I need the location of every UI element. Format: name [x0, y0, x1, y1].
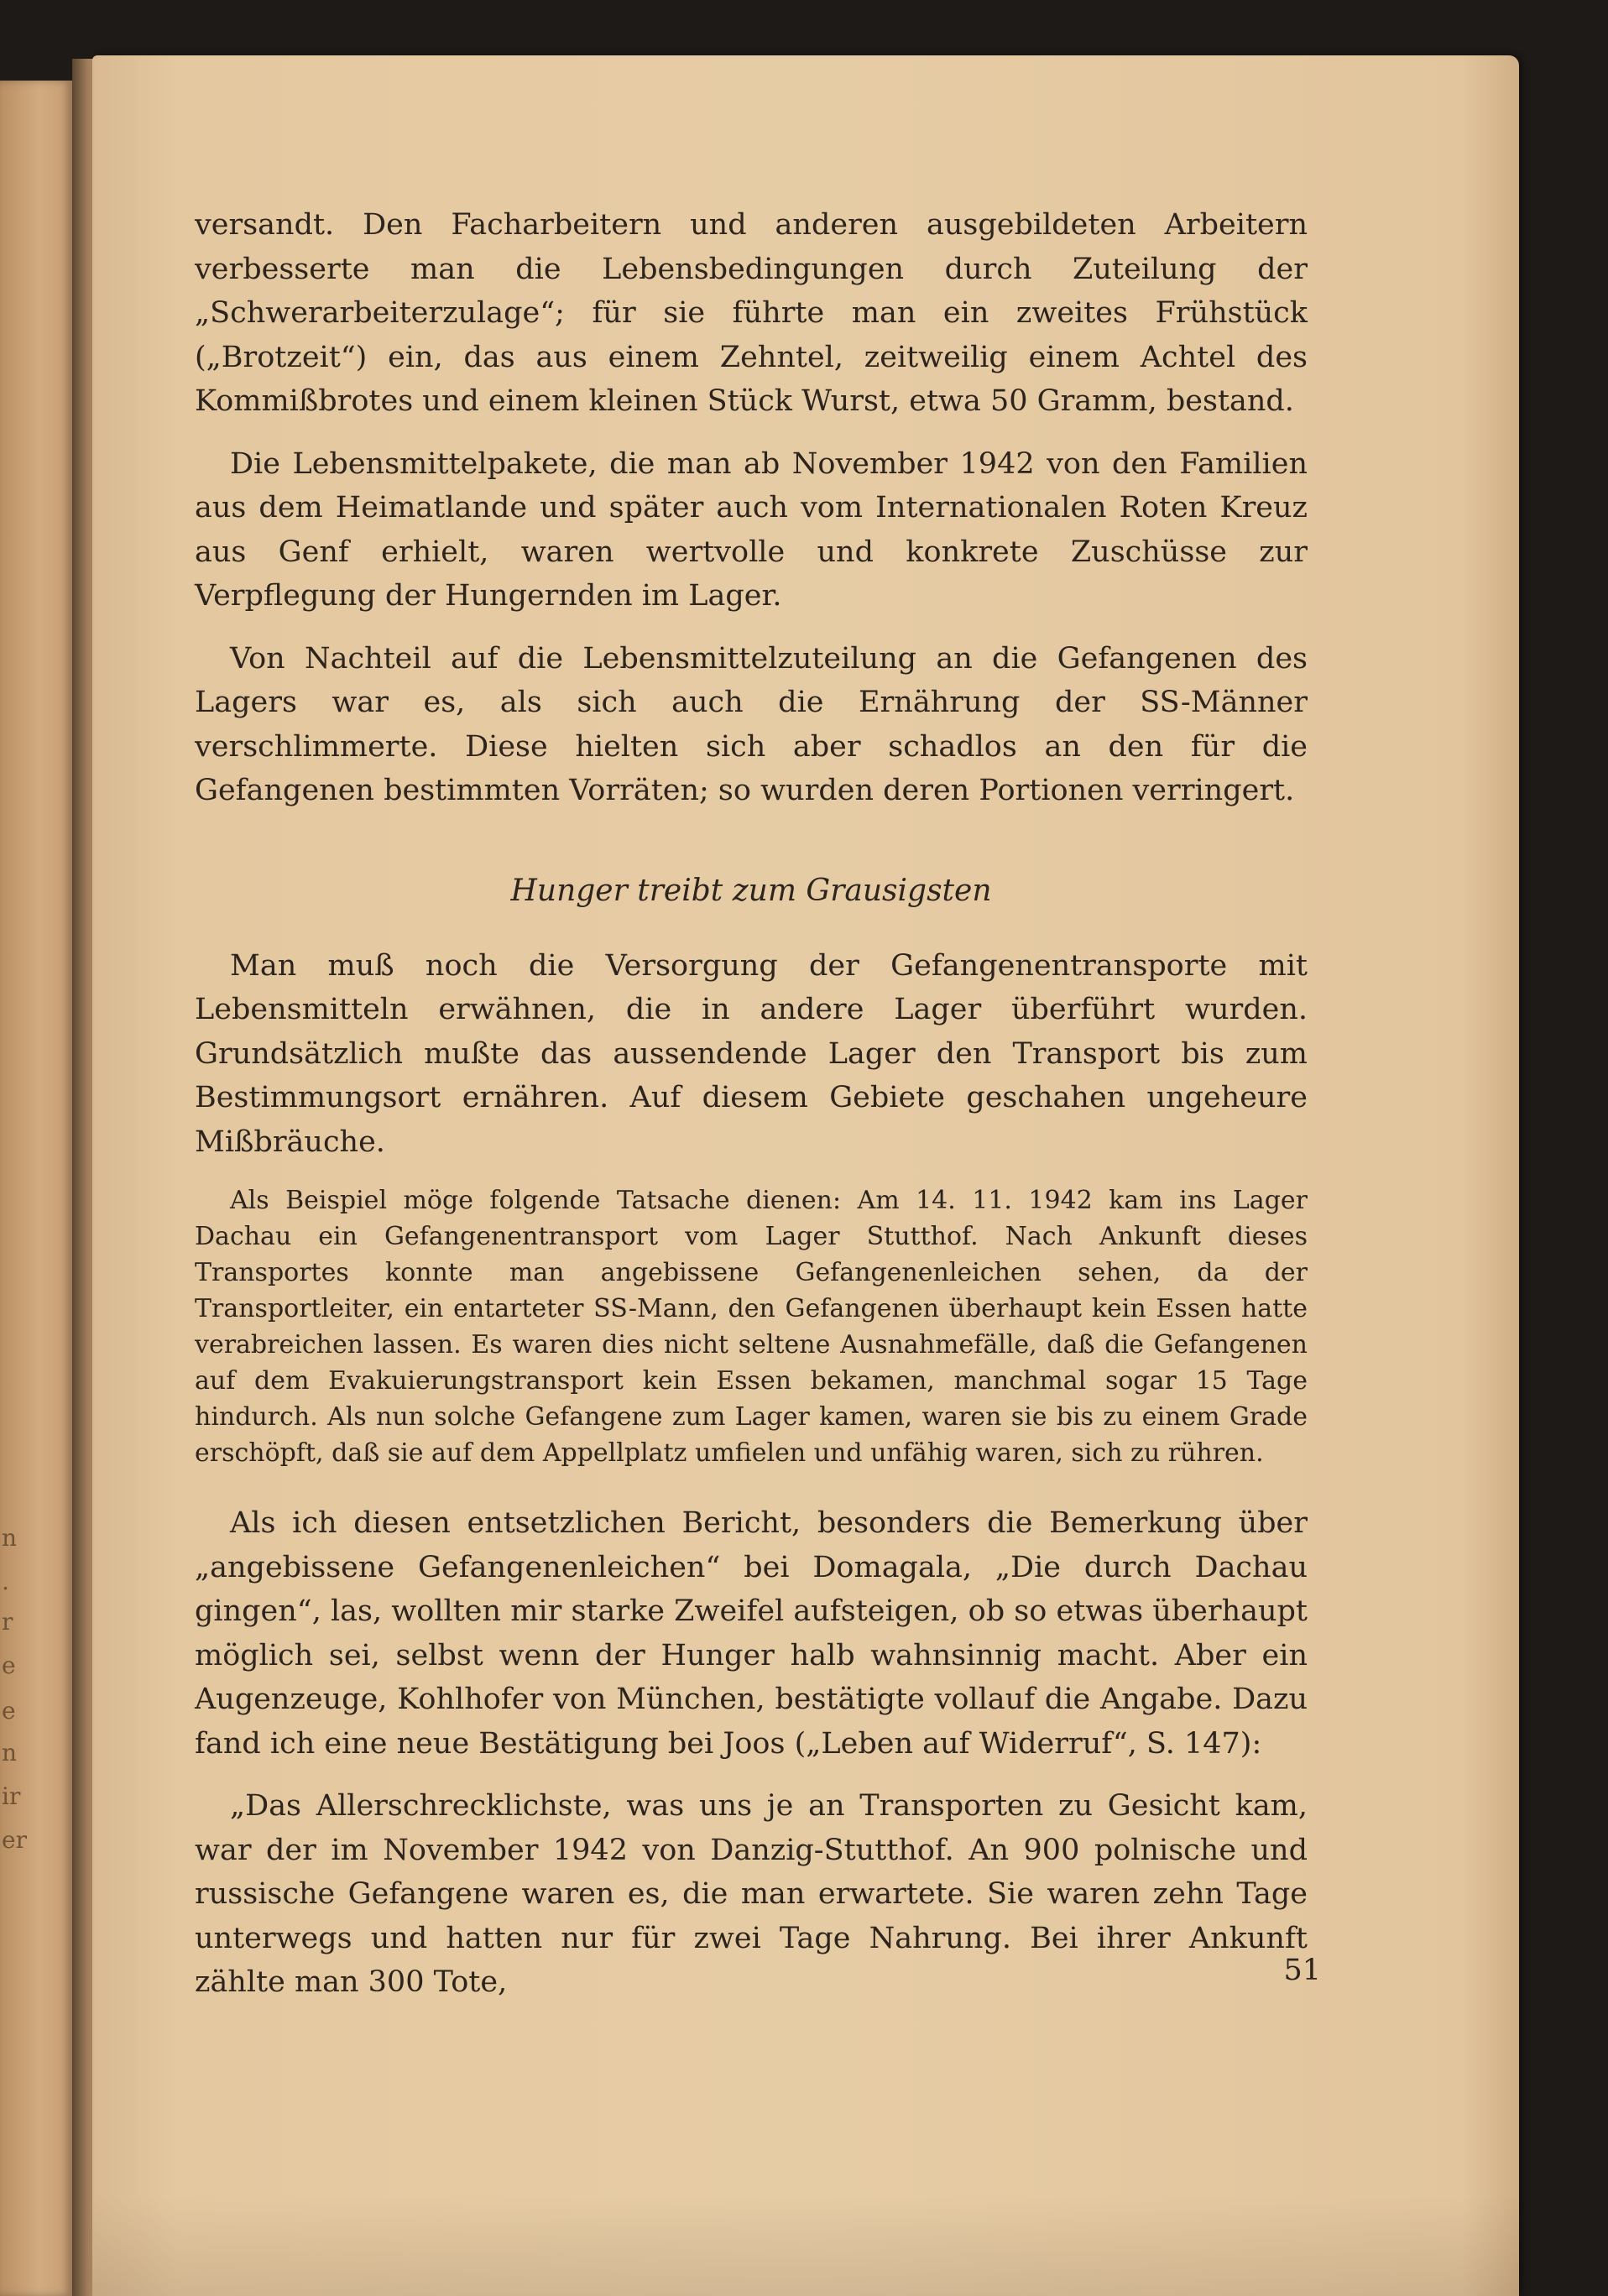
page-shadow: [92, 2195, 1519, 2296]
fragment: ir: [2, 1782, 21, 1810]
fragment: n: [2, 1524, 18, 1552]
fragment: er: [2, 1826, 27, 1854]
section-heading: Hunger treibt zum Grausigsten: [510, 873, 992, 908]
left-page-text-fragments: [0, 81, 34, 2296]
right-page: [92, 55, 1519, 2296]
fragment: e: [2, 1697, 16, 1725]
page-number: 51: [1283, 1954, 1321, 1987]
paragraph: Als ich diesen entsetzlichen Bericht, besonders die Bemerkung über „angebissene Gefangenenleichen“ bei Domagala, „Die durch Dachau gingen“, las, wollten mir starke Zweifel aufsteigen, ob so etwas überhaupt möglich sei, selbst wenn der Hunger halb wahnsinnig macht. Aber ein Augenzeuge, Kohlhofer von München, bestätigte vollauf die Angabe. Dazu fand ich eine neue Bestätigung bei Joos („Leben auf Widerruf“, S. 147):: [195, 1506, 1308, 1761]
fragment: e: [2, 1652, 16, 1679]
block-quote: Als Beispiel möge folgende Tatsache dienen: Am 14. 11. 1942 kam ins Lager Dachau ein Gefangenentransport vom Lager Stutthof. Nach Ankunft dieses Transportes konnte man angebissene Gefangenenleichen sehen, da der Transportleiter, ein entarteter SS-Mann, den Gefangenen überhaupt kein Essen hatte verabreichen lassen. Es waren dies nicht seltene Ausnahmefälle, daß die Gefangenen auf dem Evakuierungstransport kein Essen bekamen, manchmal sogar 15 Tage hindurch. Als nun solche Gefangene zum Lager kamen, waren sie bis zu einem Grade erschöpft, daß sie auf dem Appellplatz umfielen und unfähig waren, sich zu rühren.: [195, 1186, 1308, 1468]
fragment: r: [2, 1608, 13, 1636]
page-text: [195, 203, 1308, 2023]
paragraph: Die Lebensmittelpakete, die man ab November 1942 von den Familien aus dem Heimatlande und später auch vom Internationalen Roten Kreuz aus Genf erhielt, waren wertvolle und konkrete Zuschüsse zur Verpflegung der Hungernden im Lager.: [195, 446, 1308, 613]
left-page-edge: [0, 81, 72, 2296]
paragraph: „Das Allerschrecklichste, was uns je an Transporten zu Gesicht kam, war der im November 1942 von Danzig-Stutthof. An 900 polnische und russische Gefangene waren es, die man erwartete. Sie waren zehn Tage unterwegs und hatten nur für zwei Tage Nahrung. Bei ihrer Ankunft zählte man 300 Tote,: [195, 1789, 1308, 1999]
paragraph: Von Nachteil auf die Lebensmittelzuteilung an die Gefangenen des Lagers war es, als sich auch die Ernährung der SS-Männer verschlimmerte. Diese hielten sich aber schadlos an den für die Gefangenen bestimmten Vorräten; so wurden deren Portionen verringert.: [195, 641, 1308, 807]
fragment: n: [2, 1739, 18, 1766]
fragment: .: [2, 1568, 9, 1595]
paragraph: versandt. Den Facharbeitern und anderen ausgebildeten Arbeitern verbesserte man die Lebensbedingungen durch Zuteilung der „Schwerarbeiterzulage“; für sie führte man ein zweites Frühstück („Brotzeit“) ein, das aus einem Zehntel, zeitweilig einem Achtel des Kommißbrotes und einem kleinen Stück Wurst, etwa 50 Gramm, bestand.: [195, 208, 1308, 418]
paragraph: Man muß noch die Versorgung der Gefangenentransporte mit Lebensmitteln erwähnen, die in andere Lager überführt wurden. Grundsätzlich mußte das aussendende Lager den Transport bis zum Bestimmungsort ernähren. Auf diesem Gebiete geschahen ungeheure Mißbräuche.: [195, 948, 1308, 1159]
